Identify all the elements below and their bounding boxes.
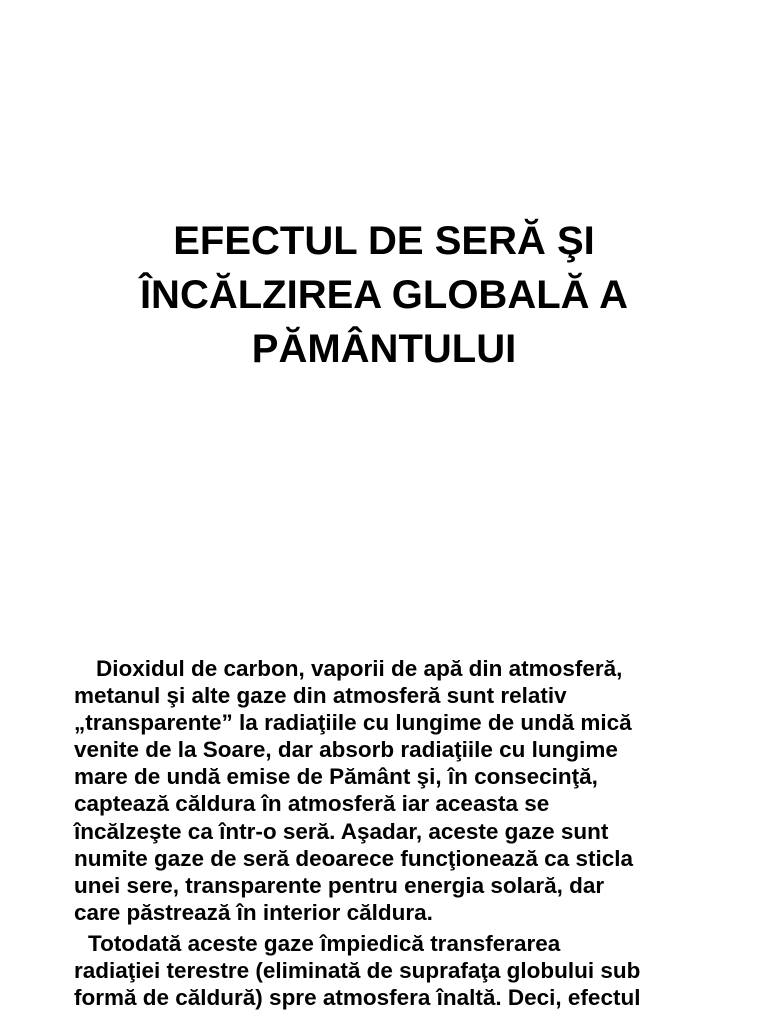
- text-line: metanul şi alte gaze din atmosferă sunt relativ: [74, 683, 567, 709]
- text-line: captează căldura în atmosferă iar aceasta se: [74, 791, 550, 817]
- text-line: mare de undă emise de Pământ şi, în consecinţă,: [74, 764, 598, 790]
- text-line: unei sere, transparente pentru energia solară, dar: [74, 872, 605, 898]
- title-line: EFECTUL DE SERĂ ŞI: [173, 219, 595, 263]
- text-line: încălzeşte ca într-o seră. Aşadar, aceste gaze sunt: [74, 818, 609, 844]
- title-line: PĂMÂNTULUI: [251, 327, 517, 371]
- text-line: formă de căldură) spre atmosfera înaltă. Deci, efectul: [74, 985, 641, 1011]
- text-line: numite gaze de seră deoarece funcţionează ca sticla: [74, 845, 633, 871]
- text-line: „transparente” la radiaţiile cu lungime de undă mică: [74, 710, 632, 736]
- paragraph-1: [74, 655, 754, 926]
- text-line: Dioxidul de carbon, vaporii de apă din atmosferă,: [96, 656, 623, 681]
- paragraph-2: [74, 930, 754, 1011]
- text-line: radiaţiei terestre (eliminată de suprafaţa globului sub: [74, 958, 641, 984]
- text-line: venite de la Soare, dar absorb radiaţiile cu lungime: [74, 737, 618, 763]
- text-line: care păstrează în interior căldura.: [74, 899, 433, 925]
- title-line: ÎNCĂLZIREA GLOBALĂ A: [139, 273, 629, 317]
- text-line: Totodată aceste gaze împiedică transferarea: [88, 930, 561, 956]
- body-text: [74, 655, 754, 1011]
- document-title: [0, 214, 768, 376]
